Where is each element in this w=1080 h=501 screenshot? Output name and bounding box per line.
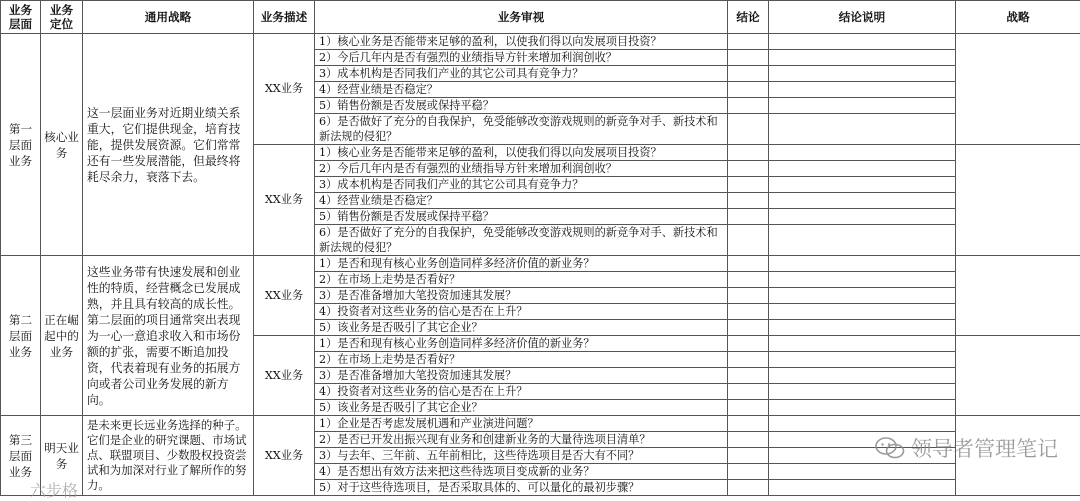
conclusion-explain-cell[interactable]	[769, 66, 956, 82]
table-row	[1, 416, 1080, 432]
conclusion-explain-cell[interactable]	[769, 352, 956, 368]
review-item: 3）是否准备增加大笔投资加速其发展？	[315, 368, 728, 384]
conclusion-explain-cell[interactable]	[769, 272, 956, 288]
conclusion-explain-cell[interactable]	[769, 82, 956, 98]
conclusion-cell[interactable]	[728, 34, 769, 50]
review-item: 5）该业务是否吸引了其它企业？	[315, 320, 728, 336]
header-strategy: 通用战略	[83, 1, 254, 34]
position-cell-3: 明天业 务	[41, 416, 83, 496]
conclusion-cell[interactable]	[728, 400, 769, 416]
table-row	[1, 256, 1080, 272]
conclusion-cell[interactable]	[728, 145, 769, 161]
conclusion-cell[interactable]	[728, 304, 769, 320]
conclusion-cell[interactable]	[728, 193, 769, 209]
conclusion-explain-cell[interactable]	[769, 384, 956, 400]
review-item: 5）销售份额是否发展或保持平稳？	[315, 98, 728, 114]
review-item: 2）在市场上走势是否看好？	[315, 272, 728, 288]
review-item: 5）对于这些待选项目，是否采取具体的、可以量化的最初步骤？	[315, 480, 728, 496]
review-item: 6）是否做好了充分的自我保护，免受能够改变游戏规则的新竞争对手、新技术和新法规的侵犯？	[315, 225, 728, 256]
header-description: 业务描述	[254, 1, 315, 34]
conclusion-explain-cell[interactable]	[769, 34, 956, 50]
desc-cell-2b: XX业务	[254, 336, 315, 416]
review-item: 2）在市场上走势是否看好？	[315, 352, 728, 368]
conclusion-explain-cell[interactable]	[769, 177, 956, 193]
conclusion-explain-cell[interactable]	[769, 368, 956, 384]
review-item: 1）核心业务是否能带来足够的盈利，以使我们得以向发展项目投资？	[315, 145, 728, 161]
conclusion-cell[interactable]	[728, 320, 769, 336]
conclusion-explain-cell[interactable]	[769, 256, 956, 272]
conclusion-cell[interactable]	[728, 432, 769, 448]
level-cell-2: 第二 层面 业务	[1, 256, 41, 416]
conclusion-cell[interactable]	[728, 416, 769, 432]
desc-cell-1b: XX业务	[254, 145, 315, 256]
tactic-cell[interactable]	[956, 256, 1080, 336]
header-level: 业务 层面	[1, 1, 41, 34]
header-tactic: 战略	[956, 1, 1080, 34]
table-row	[1, 34, 1080, 50]
review-item: 1）是否和现有核心业务创造同样多经济价值的新业务？	[315, 336, 728, 352]
conclusion-cell[interactable]	[728, 480, 769, 496]
review-item: 1）核心业务是否能带来足够的盈利，以使我们得以向发展项目投资？	[315, 34, 728, 50]
review-item: 4）经营业绩是否稳定？	[315, 82, 728, 98]
review-item: 4）投资者对这些业务的信心是否在上升？	[315, 384, 728, 400]
conclusion-cell[interactable]	[728, 177, 769, 193]
review-item: 2）今后几年内是否有强烈的业绩指导方针来增加利润创收？	[315, 161, 728, 177]
conclusion-cell[interactable]	[728, 352, 769, 368]
conclusion-explain-cell[interactable]	[769, 416, 956, 432]
conclusion-cell[interactable]	[728, 272, 769, 288]
strategy-cell-1: 这一层面业务对近期业绩关系重大，它们提供现金，培育技能，提供发展资源。它们常常还有一些发展潜能，但最终将耗尽余力，衰落下去。	[83, 34, 254, 256]
header-position: 业务 定位	[41, 1, 83, 34]
header-conclusion-explain: 结论说明	[769, 1, 956, 34]
position-cell-2: 正在崛 起中的 业务	[41, 256, 83, 416]
conclusion-explain-cell[interactable]	[769, 225, 956, 256]
conclusion-cell[interactable]	[728, 336, 769, 352]
review-item: 3）是否准备增加大笔投资加速其发展？	[315, 288, 728, 304]
review-item: 2）今后几年内是否有强烈的业绩指导方针来增加利润创收？	[315, 50, 728, 66]
header-conclusion: 结论	[728, 1, 769, 34]
review-item: 1）企业是否考虑发展机遇和产业演进问题？	[315, 416, 728, 432]
review-item: 4）经营业绩是否稳定？	[315, 193, 728, 209]
review-item: 3）成本机构是否同我们产业的其它公司具有竞争力？	[315, 66, 728, 82]
conclusion-cell[interactable]	[728, 66, 769, 82]
level-cell-1: 第一 层面 业务	[1, 34, 41, 256]
strategy-cell-2: 这些业务带有快速发展和创业性的特质，经营概念已发展成熟，并且具有较高的成长性。第二层面的项目通常突出表现为一心一意追求收入和市场份额的扩张，需要不断追加投资，代表着现有业务的拓展方向或者公司业务发展的新方向。	[83, 256, 254, 416]
conclusion-explain-cell[interactable]	[769, 320, 956, 336]
conclusion-cell[interactable]	[728, 209, 769, 225]
conclusion-cell[interactable]	[728, 225, 769, 256]
review-item: 5）销售份额是否发展或保持平稳？	[315, 209, 728, 225]
watermark-bottom-left: 六步格	[30, 478, 78, 501]
conclusion-cell[interactable]	[728, 161, 769, 177]
review-item: 2）是否已开发出振兴现有业务和创建新业务的大量待选项目清单？	[315, 432, 728, 448]
conclusion-cell[interactable]	[728, 114, 769, 145]
conclusion-cell[interactable]	[728, 448, 769, 464]
conclusion-explain-cell[interactable]	[769, 209, 956, 225]
conclusion-explain-cell[interactable]	[769, 50, 956, 66]
conclusion-cell[interactable]	[728, 98, 769, 114]
strategy-cell-3: 是未来更长远业务选择的种子。它们是企业的研究课题、市场试点、联盟项目、少数股权投资尝试和为加深对行业了解所作的努力。	[83, 416, 254, 496]
level-cell-3: 第三 层面 业务	[1, 416, 41, 496]
conclusion-cell[interactable]	[728, 256, 769, 272]
desc-cell-1a: XX业务	[254, 34, 315, 145]
review-item: 4）是否想出有效方法来把这些待选项目变成新的业务？	[315, 464, 728, 480]
conclusion-explain-cell[interactable]	[769, 400, 956, 416]
conclusion-explain-cell[interactable]	[769, 145, 956, 161]
conclusion-cell[interactable]	[728, 82, 769, 98]
conclusion-explain-cell[interactable]	[769, 193, 956, 209]
review-item: 3）成本机构是否同我们产业的其它公司具有竞争力？	[315, 177, 728, 193]
conclusion-explain-cell[interactable]	[769, 161, 956, 177]
tactic-cell[interactable]	[956, 336, 1080, 416]
review-item: 3）与去年、三年前、五年前相比，这些待选项目是否大有不同？	[315, 448, 728, 464]
tactic-cell[interactable]	[956, 34, 1080, 145]
conclusion-explain-cell[interactable]	[769, 480, 956, 496]
conclusion-cell[interactable]	[728, 384, 769, 400]
review-item: 4）投资者对这些业务的信心是否在上升？	[315, 304, 728, 320]
conclusion-explain-cell[interactable]	[769, 114, 956, 145]
conclusion-cell[interactable]	[728, 50, 769, 66]
conclusion-cell[interactable]	[728, 368, 769, 384]
header-review: 业务审视	[315, 1, 728, 34]
tactic-cell[interactable]	[956, 145, 1080, 256]
conclusion-cell[interactable]	[728, 288, 769, 304]
conclusion-explain-cell[interactable]	[769, 304, 956, 320]
review-item: 1）是否和现有核心业务创造同样多经济价值的新业务？	[315, 256, 728, 272]
conclusion-explain-cell[interactable]	[769, 288, 956, 304]
conclusion-cell[interactable]	[728, 464, 769, 480]
header-row	[1, 1, 1080, 34]
review-item: 5）该业务是否吸引了其它企业？	[315, 400, 728, 416]
desc-cell-2a: XX业务	[254, 256, 315, 336]
conclusion-explain-cell[interactable]	[769, 464, 956, 480]
conclusion-explain-cell[interactable]	[769, 336, 956, 352]
conclusion-explain-cell[interactable]	[769, 98, 956, 114]
wechat-icon	[875, 437, 905, 459]
watermark-text: 领导者管理笔记	[911, 433, 1058, 463]
desc-cell-3: XX业务	[254, 416, 315, 496]
review-item: 6）是否做好了充分的自我保护，免受能够改变游戏规则的新竞争对手、新技术和新法规的侵犯？	[315, 114, 728, 145]
position-cell-1: 核心业 务	[41, 34, 83, 256]
watermark	[875, 433, 1058, 463]
